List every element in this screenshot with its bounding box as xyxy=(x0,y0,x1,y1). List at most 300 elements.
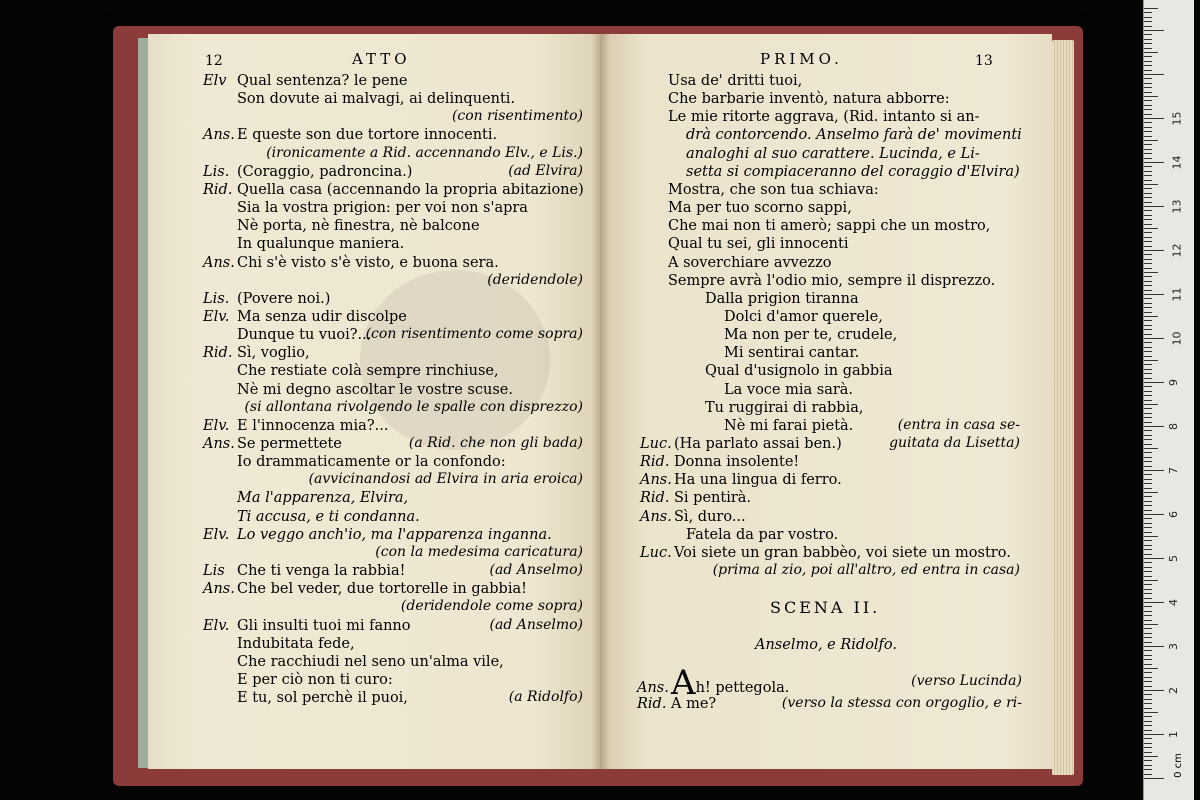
text-line xyxy=(686,145,980,163)
ruler-tick xyxy=(1144,536,1158,537)
verse-text: Mi sentirai cantar. xyxy=(724,345,860,362)
ruler-tick xyxy=(1144,263,1152,264)
ruler-tick xyxy=(1144,540,1152,541)
ruler-tick xyxy=(1144,752,1152,753)
speaker-label: Lis. xyxy=(203,163,230,180)
ruler-tick xyxy=(1144,712,1158,713)
text-line xyxy=(640,544,1011,562)
ruler-tick xyxy=(1144,254,1152,255)
ruler-tick xyxy=(1144,554,1152,555)
ruler-number: 7 xyxy=(1167,467,1180,474)
speaker-label: Ans. xyxy=(203,254,235,271)
verse-text: La voce mia sarà. xyxy=(724,381,854,398)
ruler-tick xyxy=(1144,628,1152,629)
ruler-tick xyxy=(1144,650,1152,651)
text-line xyxy=(668,199,852,217)
verse-text: Nè porta, nè finestra, nè balcone xyxy=(237,218,480,235)
ruler-tick xyxy=(1144,105,1152,106)
ruler-tick xyxy=(1144,52,1158,53)
ruler-tick xyxy=(1144,232,1152,233)
ruler-tick xyxy=(1144,417,1152,418)
text-line xyxy=(203,417,388,435)
verse-text: E per ciò non ti curo: xyxy=(237,671,393,688)
ruler-tick xyxy=(1144,501,1152,502)
ruler-tick xyxy=(1144,373,1152,374)
ruler-tick xyxy=(1144,246,1152,247)
speaker-label: Luc. xyxy=(640,436,672,452)
left-running-head: ATTO xyxy=(352,50,411,68)
gutter xyxy=(592,34,610,769)
ruler-tick xyxy=(1144,250,1164,251)
verse-text: A me? xyxy=(671,696,717,712)
speaker-label: Rid. xyxy=(637,696,667,712)
ruler-tick xyxy=(1144,281,1152,282)
text-line xyxy=(640,508,746,526)
ruler-tick xyxy=(1144,34,1152,35)
ruler-tick xyxy=(1144,448,1158,449)
ruler-tick xyxy=(1144,435,1152,436)
ruler-tick xyxy=(1144,285,1152,286)
ruler-tick xyxy=(1144,492,1158,493)
ruler-tick xyxy=(1144,580,1158,581)
text-line xyxy=(237,235,404,253)
ruler-tick xyxy=(1144,532,1152,533)
ruler-number: 3 xyxy=(1167,643,1180,650)
ruler-tick xyxy=(1144,92,1152,93)
ruler-tick xyxy=(1144,122,1152,123)
text-line xyxy=(686,126,1022,144)
ruler-tick xyxy=(1144,391,1152,392)
page-edges xyxy=(1052,40,1074,775)
ruler-tick xyxy=(1144,109,1152,110)
text-line xyxy=(203,181,584,199)
verse-text: Indubitata fede, xyxy=(237,635,355,652)
ruler-tick xyxy=(1144,738,1152,739)
ruler-tick xyxy=(1144,593,1152,594)
verse-text: Chi s'è visto s'è visto, e buona sera. xyxy=(237,254,499,271)
scene-characters: Anselmo, e Ridolfo. xyxy=(755,637,898,653)
text-line xyxy=(668,108,980,126)
stage-direction: (entra in casa se- xyxy=(897,416,1020,433)
ruler-tick xyxy=(1144,765,1152,766)
verse-text: analoghi al suo carattere. Lucinda, e Li- xyxy=(686,145,980,162)
ruler-tick xyxy=(1144,100,1152,101)
ruler-tick xyxy=(1144,320,1152,321)
ruler-tick xyxy=(1144,457,1152,458)
verse-text: Io drammaticamente or la confondo: xyxy=(237,454,506,471)
text-line xyxy=(203,72,408,90)
verse-text: Che mai non ti amerò; sappi che un mostro, xyxy=(668,218,991,235)
speaker-label: Ans. xyxy=(640,472,672,489)
ruler-tick xyxy=(1144,426,1164,427)
speaker-label: Ans. xyxy=(637,680,669,696)
ruler-tick xyxy=(1144,307,1152,308)
ruler-tick xyxy=(1144,452,1152,453)
speaker-label: Rid. xyxy=(203,345,233,362)
text-line xyxy=(705,290,859,308)
ruler-tick xyxy=(1144,334,1152,335)
ruler-tick xyxy=(1144,219,1152,220)
ruler-tick xyxy=(1144,149,1152,150)
verse-text: Dolci d'amor querele, xyxy=(724,308,883,325)
ruler-tick xyxy=(1144,747,1152,748)
ruler-tick xyxy=(1144,30,1164,31)
ruler-tick xyxy=(1144,615,1152,616)
ruler-tick xyxy=(1144,734,1164,735)
verse-text: Ma per tuo scorno sappi, xyxy=(668,200,852,217)
stage-direction: (ironicamente a Rid. accennando Elv., e Lis.) xyxy=(266,144,583,161)
ruler-tick xyxy=(1144,483,1152,484)
stage-direction: (verso Lucinda) xyxy=(911,673,1022,689)
verse-text: Sì, voglio, xyxy=(237,345,310,362)
ruler-number: 4 xyxy=(1167,599,1180,606)
speaker-label: Rid. xyxy=(640,454,670,471)
ruler-tick xyxy=(1144,316,1158,317)
ruler-tick xyxy=(1144,518,1152,519)
text-line xyxy=(724,326,897,344)
ruler-tick xyxy=(1144,408,1152,409)
ruler-tick xyxy=(1144,61,1152,62)
ruler-tick xyxy=(1144,439,1152,440)
text-line xyxy=(203,562,406,580)
ruler-tick xyxy=(1144,496,1152,497)
ruler-number: 1 xyxy=(1167,731,1180,738)
ruler-tick xyxy=(1144,677,1152,678)
verse-text: Nè mi degno ascoltar le vostre scuse. xyxy=(237,381,513,398)
speaker-label: Elv. xyxy=(203,417,230,434)
ruler-tick xyxy=(1144,127,1152,128)
stage-direction: (deridendole) xyxy=(487,271,583,288)
ruler-tick xyxy=(1144,294,1164,295)
verse-text: Si pentirà. xyxy=(674,490,752,507)
ruler-tick xyxy=(1144,259,1152,260)
verse-text: A soverchiare avvezzo xyxy=(668,254,832,271)
ruler-tick xyxy=(1144,681,1152,682)
stage-direction: (con la medesima caricatura) xyxy=(375,543,583,560)
ruler-tick xyxy=(1144,743,1152,744)
ruler-tick xyxy=(1144,769,1152,770)
verse-text: Ti accusa, e ti condanna. xyxy=(237,508,420,525)
ruler-tick xyxy=(1144,364,1152,365)
text-line xyxy=(724,417,853,435)
ruler-tick xyxy=(1144,430,1152,431)
ruler-tick xyxy=(1144,505,1152,506)
text-line xyxy=(686,163,1020,181)
stage-direction: guitata da Lisetta) xyxy=(889,435,1020,451)
ruler-tick xyxy=(1144,668,1158,669)
verse-text: Sì, duro... xyxy=(674,508,746,525)
verse-text: Sempre avrà l'odio mio, sempre il disprezzo. xyxy=(668,272,996,289)
ruler-tick xyxy=(1144,78,1152,79)
ruler-tick xyxy=(1144,153,1152,154)
ruler-tick xyxy=(1144,298,1152,299)
ruler-tick xyxy=(1144,413,1152,414)
ruler-tick xyxy=(1144,290,1152,291)
verse-text: (Coraggio, padroncina.) xyxy=(237,163,413,180)
ruler-tick xyxy=(1144,562,1152,563)
ruler-tick xyxy=(1144,598,1152,599)
ruler-tick xyxy=(1144,400,1152,401)
ruler-tick xyxy=(1144,716,1152,717)
ruler-tick xyxy=(1144,730,1152,731)
ruler-tick xyxy=(1144,690,1164,691)
ruler-tick xyxy=(1144,268,1152,269)
ruler-tick xyxy=(1144,584,1152,585)
verse-text: Ha una lingua di ferro. xyxy=(674,472,842,489)
text-line xyxy=(237,653,504,671)
ruler-tick xyxy=(1144,140,1158,141)
ruler-tick xyxy=(1144,611,1152,612)
ruler-tick xyxy=(1144,206,1164,207)
ruler-tick xyxy=(1144,386,1152,387)
verse-text: (Povere noi.) xyxy=(237,290,331,307)
text-line xyxy=(203,308,407,326)
text-line xyxy=(237,90,515,108)
ruler-tick xyxy=(1144,778,1164,779)
ruler-number: 2 xyxy=(1167,687,1180,694)
verse-text: Dunque tu vuoi?... xyxy=(237,327,372,344)
ruler-tick xyxy=(1144,144,1152,145)
speaker-label: Elv. xyxy=(203,526,230,543)
ruler-tick xyxy=(1144,545,1152,546)
ruler-tick xyxy=(1144,210,1152,211)
ruler-tick xyxy=(1144,672,1152,673)
text-line xyxy=(203,163,412,181)
ruler-tick xyxy=(1144,620,1152,621)
speaker-label: Ans. xyxy=(203,436,235,452)
ruler-tick xyxy=(1144,184,1158,185)
ruler-tick xyxy=(1144,241,1152,242)
ruler-tick xyxy=(1144,470,1164,471)
ruler-tick xyxy=(1144,699,1152,700)
ruler-tick xyxy=(1144,637,1152,638)
speaker-label: Elv. xyxy=(203,617,230,634)
ruler-tick xyxy=(1144,404,1158,405)
text-line xyxy=(203,254,499,272)
text-line xyxy=(237,489,408,507)
ruler-tick xyxy=(1144,725,1152,726)
ruler-tick xyxy=(1144,633,1152,634)
text-line xyxy=(668,72,802,90)
verse-text: Ma l'apparenza, Elvira, xyxy=(237,490,409,507)
ruler-tick xyxy=(1144,567,1152,568)
text-line xyxy=(237,362,499,380)
ruler-tick xyxy=(1144,338,1164,339)
stage-direction: (deridendole come sopra) xyxy=(400,598,583,615)
text-line xyxy=(668,272,995,290)
ruler-tick xyxy=(1144,228,1158,229)
ruler-tick xyxy=(1144,303,1152,304)
verse-text: Che barbarie inventò, natura abborre: xyxy=(668,91,950,108)
ruler-tick xyxy=(1144,56,1152,57)
ruler-tick xyxy=(1144,422,1152,423)
text-line xyxy=(237,635,355,653)
text-line xyxy=(637,695,716,713)
text-line xyxy=(203,526,552,544)
verse-text: Che ti venga la rabbia! xyxy=(237,563,406,580)
right-page-number: 13 xyxy=(975,53,993,69)
ruler-tick xyxy=(1144,602,1164,603)
stage-direction: (ad Anselmo) xyxy=(489,616,583,633)
ruler-number: 9 xyxy=(1167,379,1180,386)
ruler-tick xyxy=(1144,325,1152,326)
speaker-label: Rid. xyxy=(640,490,670,507)
ruler-number: 5 xyxy=(1167,555,1180,562)
text-line xyxy=(237,508,420,526)
speaker-label: Rid. xyxy=(203,181,233,198)
ruler-number: 8 xyxy=(1167,423,1180,430)
ruler-tick xyxy=(1144,83,1152,84)
verse-text: Quella casa (accennando la propria abitazione) xyxy=(237,181,584,198)
text-line xyxy=(668,90,950,108)
ruler-tick xyxy=(1144,510,1152,511)
text-line xyxy=(640,489,751,507)
text-line xyxy=(237,326,371,344)
ruler-tick xyxy=(1144,43,1152,44)
stage-direction: (con risentimento) xyxy=(451,108,583,125)
text-line xyxy=(203,617,411,635)
ruler-number: 6 xyxy=(1167,511,1180,518)
verse-text: E tu, sol perchè il puoi, xyxy=(237,690,408,707)
verse-text: Ma non per te, crudele, xyxy=(724,327,898,344)
text-line xyxy=(237,381,513,399)
drop-cap: A xyxy=(671,663,696,703)
text-line xyxy=(640,471,842,489)
ruler-tick xyxy=(1144,351,1152,352)
text-line xyxy=(203,126,497,144)
speaker-label: Luc. xyxy=(640,544,672,561)
ruler-tick xyxy=(1144,131,1152,132)
ruler-tick xyxy=(1144,237,1152,238)
ruler-tick xyxy=(1144,312,1152,313)
ruler-tick xyxy=(1144,202,1152,203)
stage-direction: (verso la stessa con orgoglio, e ri- xyxy=(781,695,1022,711)
ruler-tick xyxy=(1144,215,1152,216)
speaker-label: Ans. xyxy=(203,581,235,598)
ruler-tick xyxy=(1144,188,1152,189)
ruler-number: 12 xyxy=(1170,243,1184,258)
text-line xyxy=(237,671,393,689)
text-line xyxy=(237,199,528,217)
ruler-tick xyxy=(1144,70,1152,71)
stage-direction: (si allontana rivolgendo le spalle con disprezzo) xyxy=(244,398,583,415)
ruler-number: 11 xyxy=(1170,287,1184,302)
ruler-tick xyxy=(1144,224,1152,225)
verse-text: setta si compiaceranno del coraggio d'Elvira) xyxy=(686,163,1020,180)
ruler-tick xyxy=(1144,479,1152,480)
ruler-tick xyxy=(1144,276,1152,277)
verse-text: Fatela da par vostro. xyxy=(686,526,839,543)
ruler-tick xyxy=(1144,180,1152,181)
text-line xyxy=(668,217,990,235)
verse-text: Nè mi farai pietà. xyxy=(724,417,854,434)
ruler-tick xyxy=(1144,342,1152,343)
text-line xyxy=(203,290,330,308)
ruler-tick xyxy=(1144,466,1152,467)
verse-text: E queste son due tortore innocenti. xyxy=(237,127,498,144)
verse-text: Le mie ritorte aggrava, (Rid. intanto si an- xyxy=(668,109,980,126)
verse-text: Qual d'usignolo in gabbia xyxy=(705,363,893,380)
ruler-tick xyxy=(1144,136,1152,137)
speaker-label: Ans. xyxy=(203,127,235,144)
ruler-tick xyxy=(1144,694,1152,695)
measurement-ruler xyxy=(1143,0,1194,800)
ruler-tick xyxy=(1144,686,1152,687)
verse-text: (Ha parlato assai ben.) xyxy=(674,436,842,452)
verse-text: Mostra, che son tua schiava: xyxy=(668,181,879,198)
ruler-number: 10 xyxy=(1170,331,1184,346)
speaker-label: Lis xyxy=(203,563,225,580)
ruler-tick xyxy=(1144,589,1152,590)
ruler-tick xyxy=(1144,8,1158,9)
ruler-tick xyxy=(1144,382,1164,383)
ruler-tick xyxy=(1144,378,1152,379)
text-line xyxy=(203,344,310,362)
verse-text: Usa de' dritti tuoi, xyxy=(668,73,803,89)
ruler-tick xyxy=(1144,329,1152,330)
verse-text: drà contorcendo. Anselmo farà de' movimenti xyxy=(686,127,1022,144)
text-line xyxy=(705,362,893,380)
ruler-number: 15 xyxy=(1170,111,1184,126)
stage-direction: (ad Elvira) xyxy=(508,162,583,179)
verse-text: Che bel veder, due tortorelle in gabbia! xyxy=(237,581,527,598)
ruler-tick xyxy=(1144,48,1152,49)
ruler-tick xyxy=(1144,171,1152,172)
ruler-tick xyxy=(1144,197,1152,198)
verse-text: Che restiate colà sempre rinchiuse, xyxy=(237,363,499,380)
stage-direction: (avvicinandosi ad Elvira in aria eroica) xyxy=(308,471,583,488)
verse-text: E l'innocenza mia?... xyxy=(237,417,389,434)
ruler-tick xyxy=(1144,474,1152,475)
verse-text: Che racchiudi nel seno un'alma vile, xyxy=(237,653,504,670)
ruler-tick xyxy=(1144,162,1164,163)
ruler-tick xyxy=(1144,558,1164,559)
ruler-tick xyxy=(1144,175,1152,176)
verse-text: h! pettegola. xyxy=(695,680,790,696)
ruler-tick xyxy=(1144,356,1152,357)
ruler-tick xyxy=(1144,571,1152,572)
stage-direction: (ad Anselmo) xyxy=(489,562,583,579)
stage-direction: (a Ridolfo) xyxy=(508,689,583,706)
verse-text: Qual tu sei, gli innocenti xyxy=(668,236,849,253)
stage-direction: (a Rid. che non gli bada) xyxy=(408,435,583,451)
ruler-tick xyxy=(1144,523,1152,524)
ruler-number: 14 xyxy=(1170,155,1184,170)
ruler-tick xyxy=(1144,12,1152,13)
ruler-tick xyxy=(1144,461,1152,462)
ruler-number: 13 xyxy=(1170,199,1184,214)
text-line xyxy=(668,254,831,272)
text-line xyxy=(724,344,859,362)
scene-heading: SCENA II. xyxy=(770,598,881,617)
speaker-label: Ans. xyxy=(640,508,672,525)
ruler-tick xyxy=(1144,606,1152,607)
verse-text: Tu ruggirai di rabbia, xyxy=(705,399,864,416)
text-line xyxy=(724,381,853,399)
ruler-tick xyxy=(1144,87,1152,88)
verse-text: Voi siete un gran babbèo, voi siete un mostro. xyxy=(674,544,1011,561)
text-line xyxy=(668,181,879,199)
ruler-tick xyxy=(1144,488,1152,489)
ruler-tick xyxy=(1144,655,1152,656)
text-line xyxy=(637,663,790,703)
speaker-label: Lis. xyxy=(203,290,230,307)
text-line xyxy=(640,453,799,471)
verse-text: Se permettete xyxy=(237,436,342,452)
ruler-tick xyxy=(1144,774,1152,775)
ruler-tick xyxy=(1144,514,1164,515)
ruler-tick xyxy=(1144,646,1164,647)
